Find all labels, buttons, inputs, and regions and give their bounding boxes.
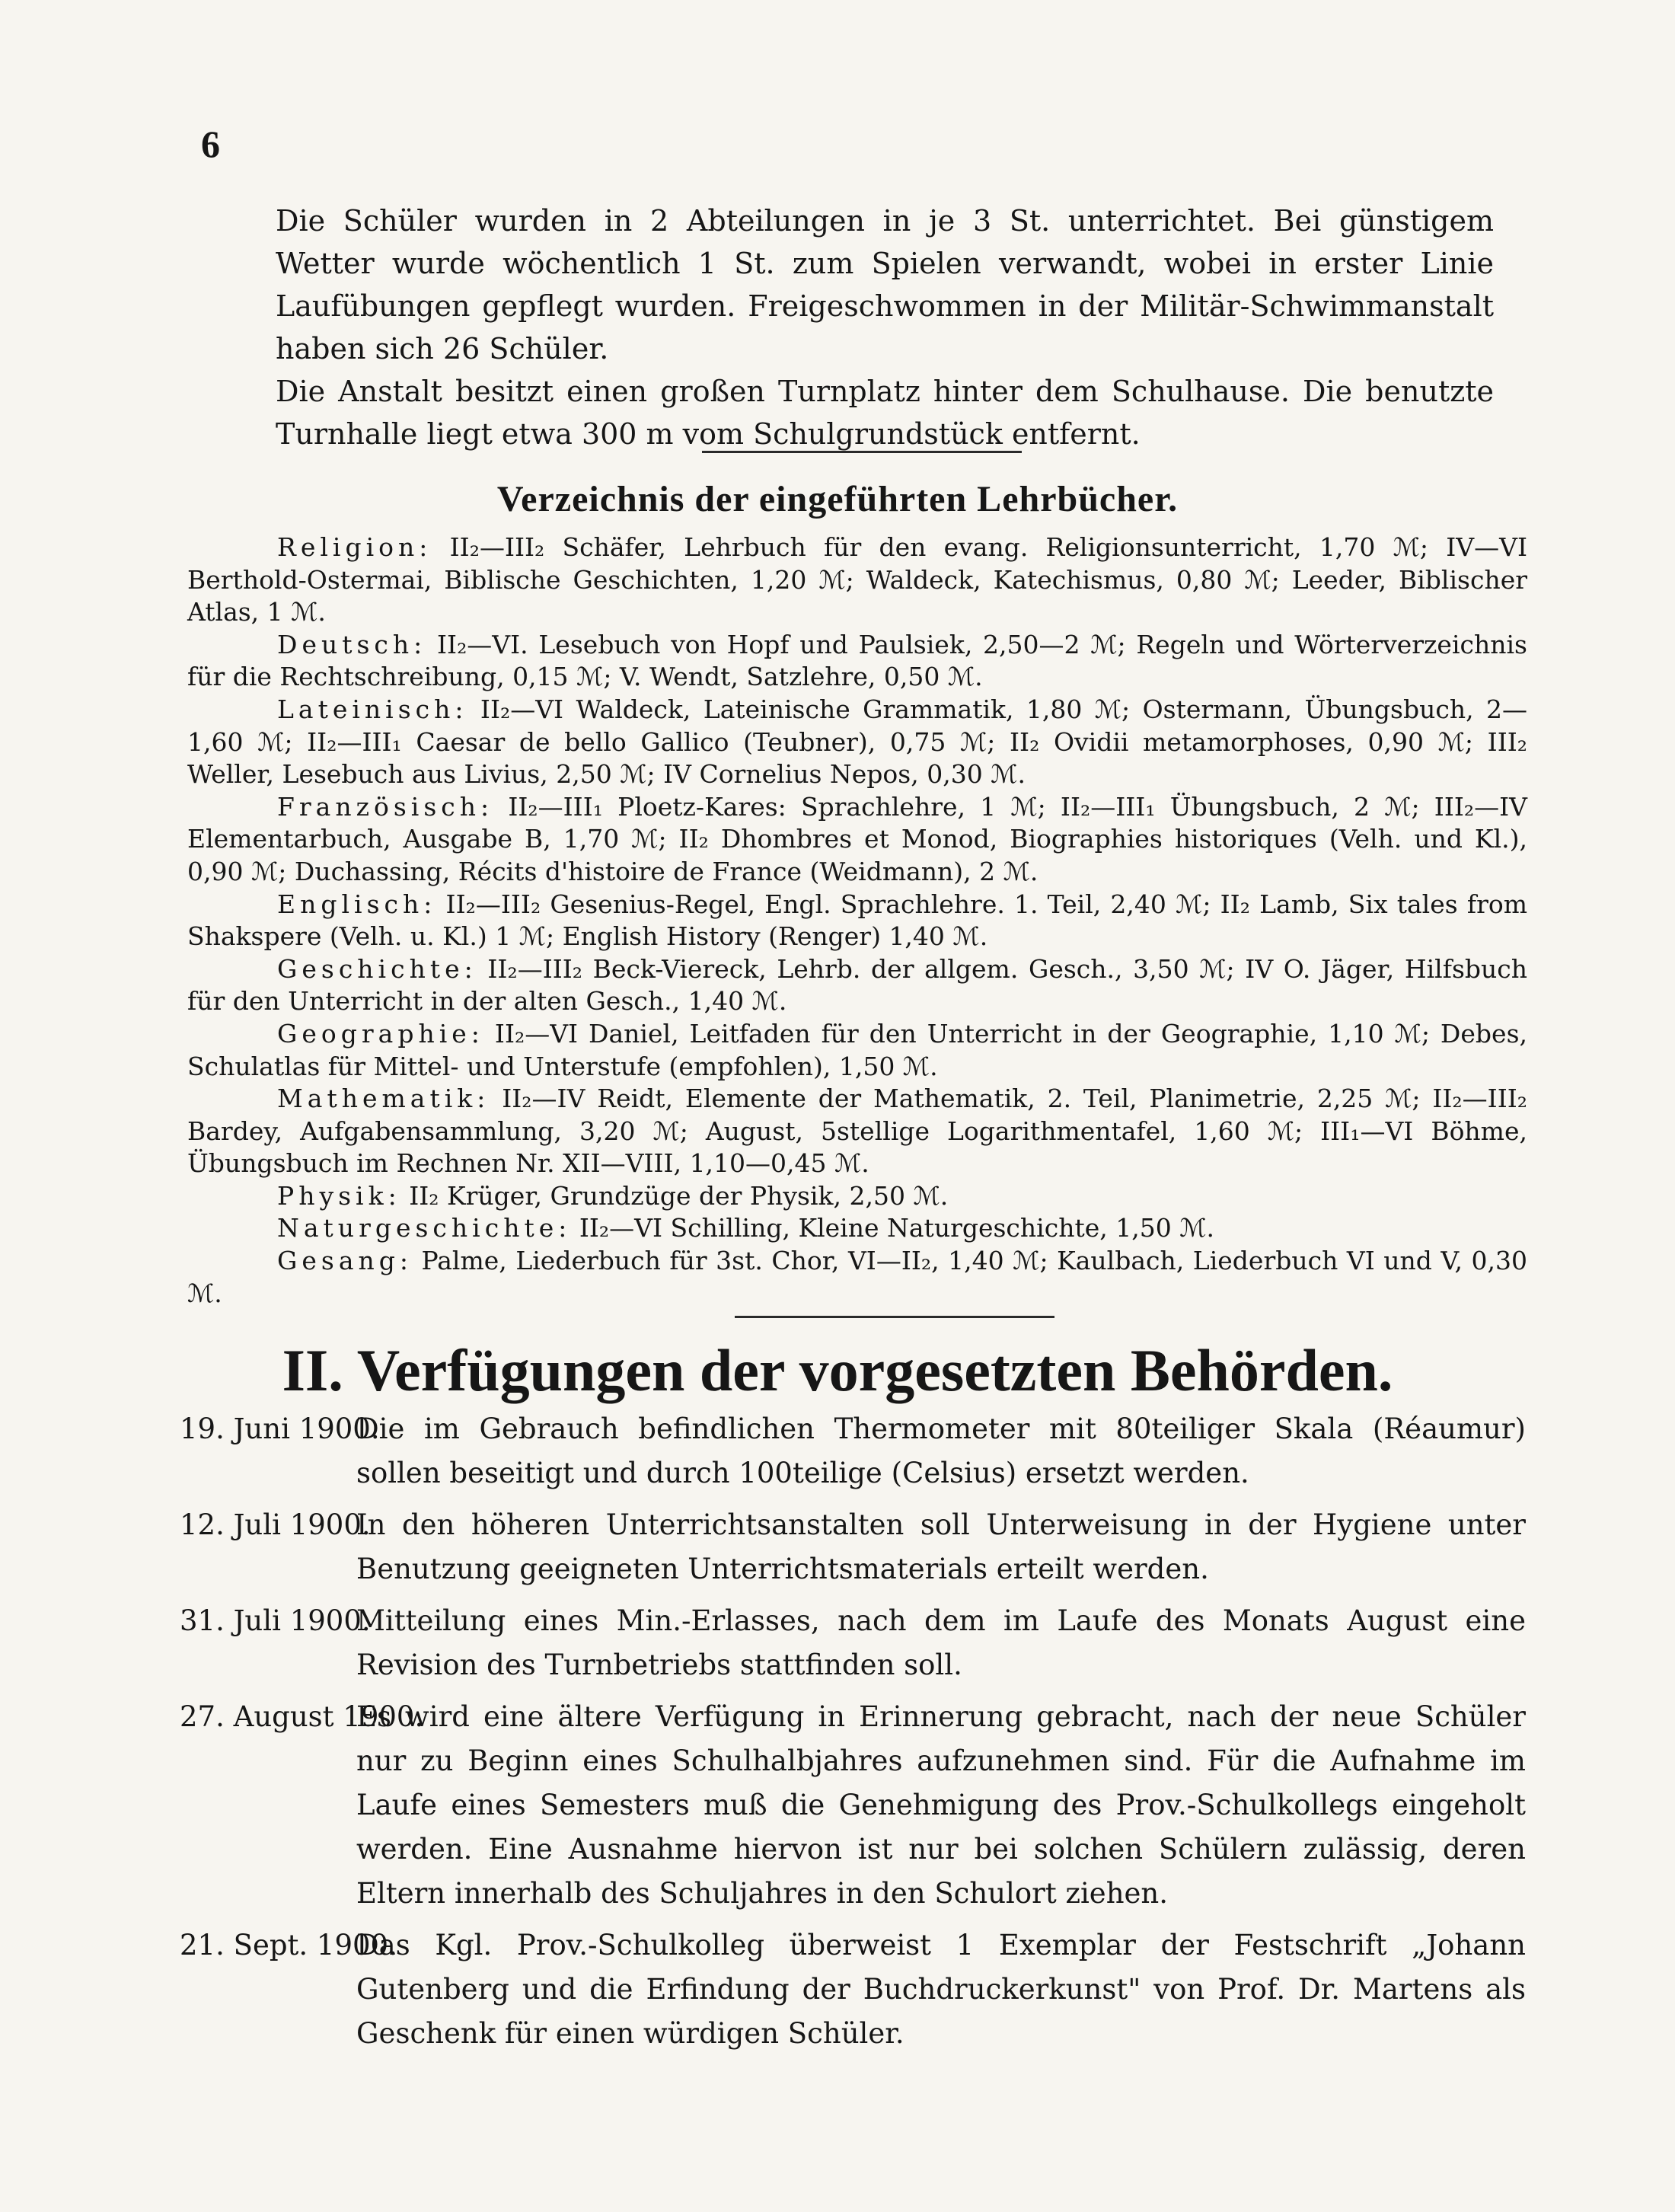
intro-paragraph-2: Die Anstalt besitzt einen großen Turnplatz hinter dem Schulhause. Die benutzte Turnhalle liegt etwa 300 m vom Schulgrundstück entfernt. <box>276 375 1494 451</box>
decree-date: 12. Juli 1900. <box>180 1508 371 1541</box>
textbook-list <box>187 531 1527 1310</box>
textbook-entry-franzoesisch <box>187 791 1527 889</box>
page-number: 6 <box>201 123 220 165</box>
subject-label: Geschichte: <box>277 953 477 984</box>
section-divider-2 <box>735 1316 1054 1318</box>
textbooks-heading: Verzeichnis der eingeführten Lehrbücher. <box>496 479 1179 519</box>
textbook-entry-lateinisch <box>187 694 1527 791</box>
textbook-entry-religion <box>187 531 1527 629</box>
textbook-entry-geschichte <box>187 953 1527 1018</box>
textbook-entry-geographie <box>187 1018 1527 1083</box>
entry-text: II₂ Krüger, Grundzüge der Physik, 2,50 ℳ. <box>400 1180 949 1211</box>
decree-item <box>180 1503 1526 1591</box>
subject-label: Geographie: <box>277 1018 484 1049</box>
subject-label: Gesang: <box>277 1246 413 1276</box>
decree-list <box>180 1407 1526 2064</box>
decree-item <box>180 1407 1526 1495</box>
subject-label: Deutsch: <box>277 629 427 659</box>
subject-label: Physik: <box>277 1180 401 1211</box>
entry-text: II₂—III₂ Schäfer, Lehrbuch für den evang. Religionsunterricht, 1,70 ℳ; IV—VI Berthold-Ostermai, Biblische Geschichten, 1,20 ℳ; Waldeck, Katechismus, 0,80 ℳ; Leeder, Biblischer Atlas, 1 ℳ. <box>187 532 1527 627</box>
decree-text: In den höheren Unterrichtsanstalten soll Unterweisung in der Hygiene unter Benutzung geeigneten Unterrichtsmaterials erteilt werden. <box>356 1508 1526 1585</box>
subject-label: Englisch: <box>277 889 437 919</box>
subject-label: Französisch: <box>277 791 494 822</box>
subject-label: Mathematik: <box>277 1084 490 1114</box>
decree-text: Mitteilung eines Min.-Erlasses, nach dem im Laufe des Monats August eine Revision des Turnbetriebs stattfinden soll. <box>356 1604 1526 1681</box>
entry-text: II₂—VI Daniel, Leitfaden für den Unterricht in der Geographie, 1,10 ℳ; Debes, Schulatlas für Mittel- und Unterstufe (empfohlen), 1,50 ℳ. <box>187 1018 1527 1081</box>
decree-date: 19. Juni 1900. <box>180 1412 380 1445</box>
textbook-entry-naturgeschichte <box>187 1212 1527 1245</box>
decree-date: 31. Juli 1900. <box>180 1604 371 1637</box>
subject-label: Religion: <box>277 532 432 562</box>
textbook-entry-physik <box>187 1180 1527 1213</box>
intro-text <box>276 199 1494 455</box>
decree-date: 21. Sept. 1900. <box>180 1929 397 1961</box>
textbook-entry-deutsch <box>187 629 1527 694</box>
entry-text: II₂—VI Waldeck, Lateinische Grammatik, 1,80 ℳ; Ostermann, Übungsbuch, 2—1,60 ℳ; II₂—III₁ Caesar de bello Gallico (Teubner), 0,75 ℳ; II₂ Ovidii metamorphoses, 0,90 ℳ; III₂ Weller, Lesebuch aus Livius, 2,50 ℳ; IV Cornelius Nepos, 0,30 ℳ. <box>187 694 1527 790</box>
decree-text: Es wird eine ältere Verfügung in Erinnerung gebracht, nach der neue Schüler nur zu Beginn eines Schulhalbjahres aufzunehmen sind. Für die Aufnahme im Laufe eines Semesters muß die Genehmigung des Prov.-Schulkollegs eingeholt werden. Eine Ausnahme hiervon ist nur bei solchen Schülern zulässig, deren Eltern innerhalb des Schuljahres in den Schulort ziehen. <box>356 1700 1526 1910</box>
decree-item <box>180 1923 1526 2056</box>
entry-text: II₂—IV Reidt, Elemente der Mathematik, 2. Teil, Planimetrie, 2,25 ℳ; II₂—III₂ Bardey, Aufgabensammlung, 3,20 ℳ; August, 5stellige Logarithmentafel, 1,60 ℳ; III₁—VI Böhme, Übungsbuch im Rechnen Nr. XII—VIII, 1,10—0,45 ℳ. <box>187 1084 1527 1179</box>
subject-label: Lateinisch: <box>277 694 468 724</box>
section-divider-1 <box>702 451 1022 453</box>
entry-text: II₂—VI Schilling, Kleine Naturgeschichte, 1,50 ℳ. <box>571 1213 1214 1243</box>
intro-paragraph-1: Die Schüler wurden in 2 Abteilungen in je 3 St. unterrichtet. Bei günstigem Wetter wurde wöchentlich 1 St. zum Spielen verwandt, wobei in erster Linie Laufübungen gepflegt wurden. Freigeschwommen in der Militär-Schwimmanstalt haben sich 26 Schüler. <box>276 204 1494 365</box>
decree-item <box>180 1695 1526 1916</box>
decree-text: Die im Gebrauch befindlichen Thermometer mit 80teiliger Skala (Réaumur) sollen beseitigt und durch 100teilige (Celsius) ersetzt werden. <box>356 1412 1526 1489</box>
entry-text: II₂—VI. Lesebuch von Hopf und Paulsiek, 2,50—2 ℳ; Regeln und Wörterverzeichnis für die Rechtschreibung, 0,15 ℳ; V. Wendt, Satzlehre, 0,50 ℳ. <box>187 629 1527 692</box>
entry-text: II₂—III₁ Ploetz-Kares: Sprachlehre, 1 ℳ; II₂—III₁ Übungsbuch, 2 ℳ; III₂—IV Elementarbuch, Ausgabe B, 1,70 ℳ; II₂ Dhombres et Monod, Biographies historiques (Velh. und Kl.), 0,90 ℳ; Duchassing, Récits d'histoire de France (Weidmann), 2 ℳ. <box>187 791 1527 886</box>
section-heading: II. Verfügungen der vorgesetzten Behörden. <box>282 1337 1393 1403</box>
entry-text: Palme, Liederbuch für 3st. Chor, VI—II₂, 1,40 ℳ; Kaulbach, Liederbuch VI und V, 0,30 ℳ. <box>187 1246 1527 1308</box>
entry-text: II₂—III₂ Beck-Viereck, Lehrb. der allgem. Gesch., 3,50 ℳ; IV O. Jäger, Hilfsbuch für den Unterricht in der alten Gesch., 1,40 ℳ. <box>187 953 1527 1017</box>
decree-text: Das Kgl. Prov.-Schulkolleg überweist 1 Exemplar der Festschrift „Johann Gutenberg und die Erfindung der Buchdruckerkunst" von Prof. Dr. Martens als Geschenk für einen würdigen Schüler. <box>356 1929 1526 2050</box>
textbook-entry-englisch <box>187 889 1527 953</box>
entry-text: II₂—III₂ Gesenius-Regel, Engl. Sprachlehre. 1. Teil, 2,40 ℳ; II₂ Lamb, Six tales from Shakspere (Velh. u. Kl.) 1 ℳ; English History (Renger) 1,40 ℳ. <box>187 889 1527 952</box>
textbook-entry-mathematik <box>187 1083 1527 1180</box>
decree-item <box>180 1599 1526 1687</box>
decree-date: 27. August 1900. <box>180 1700 424 1733</box>
textbook-entry-gesang <box>187 1245 1527 1310</box>
subject-label: Naturgeschichte: <box>277 1213 572 1243</box>
